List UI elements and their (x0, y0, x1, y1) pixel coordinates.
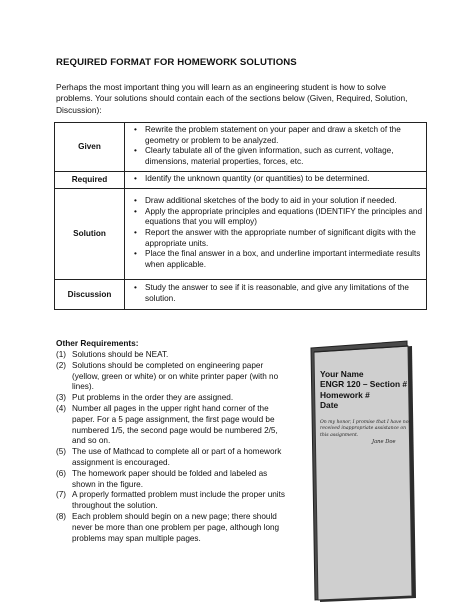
section-row-discussion (55, 279, 427, 309)
requirement-number: (2) (56, 360, 67, 370)
section-bullet: • Identify the unknown quantity (or quantities) to be determined. (145, 174, 422, 185)
requirement-number: (6) (56, 468, 67, 478)
section-bullet: • Place the final answer in a box, and underline important intermediate results when applicable. (145, 249, 422, 270)
section-row-given (55, 123, 427, 172)
cover-line-homework: Homework # (320, 389, 370, 400)
requirement-text: Number all pages in the upper right hand corner of the paper. For a 5 page assignment, the first page would be numbered 1/5, the second page would be numbered 2/5, and so on. (72, 403, 278, 446)
page-title: REQUIRED FORMAT FOR HOMEWORK SOLUTIONS (56, 57, 297, 68)
section-bullet: • Report the answer with the appropriate number of significant digits with the appropriate units. (145, 228, 422, 249)
intro-paragraph: Perhaps the most important thing you will learn as an engineering student is how to solve problems. Your solutions should contain each of the sections below (Given, Required, Solution, Discussion): (56, 82, 408, 115)
section-bullet-list (131, 125, 422, 168)
section-label: Discussion (55, 279, 125, 309)
section-label: Required (55, 171, 125, 188)
requirement-item (56, 490, 292, 512)
requirement-text: Solutions should be completed on engineering paper (yellow, green or white) or on white printer paper (with no lines). (72, 360, 279, 392)
section-content (125, 171, 427, 188)
honor-statement: On my honor, I promise that I have not received inappropriate assistance on this assignment. (320, 420, 411, 438)
section-bullet-list (131, 196, 422, 271)
requirement-number: (5) (56, 447, 67, 457)
other-requirements-title: Other Requirements: (56, 338, 139, 348)
requirement-text: Put problems in the order they are assigned. (72, 393, 234, 403)
requirement-item (56, 447, 292, 469)
requirement-number: (4) (56, 403, 67, 413)
other-requirements-list (56, 350, 292, 544)
section-row-required (55, 171, 427, 188)
requirement-item (56, 361, 292, 393)
section-bullet: • Apply the appropriate principles and equations (IDENTIFY the principles and equations that you will employ) (145, 207, 422, 228)
section-bullet: • Study the answer to see if it is reasonable, and give any limitations of the solution. (145, 283, 422, 304)
requirement-text: Solutions should be NEAT. (72, 350, 169, 359)
section-bullet: • Rewrite the problem statement on your paper and draw a sketch of the geometry or problem to be analyzed. (145, 125, 422, 146)
cover-label (320, 369, 415, 410)
requirement-text: Each problem should begin on a new page; there should never be more than one problem per page, although long problems may span multiple pages. (72, 511, 280, 543)
section-row-solution (55, 188, 427, 279)
section-bullet-list (131, 283, 422, 304)
folded-homework-figure (308, 340, 420, 602)
section-content (125, 188, 427, 279)
requirement-number: (7) (56, 490, 67, 500)
section-bullet: • Draw additional sketches of the body to aid in your solution if needed. (145, 196, 422, 207)
requirement-item (56, 350, 292, 361)
signature: Jane Doe (372, 439, 396, 445)
section-bullet-list (131, 174, 422, 185)
section-label: Solution (55, 188, 125, 279)
section-label: Given (55, 123, 125, 172)
requirement-text: The use of Mathcad to complete all or part of a homework assignment is encouraged. (72, 447, 282, 467)
section-bullet: • Clearly tabulate all of the given information, such as current, voltage, dimensions, material properties, forces, etc. (145, 146, 422, 167)
requirement-item (56, 469, 292, 491)
section-content (125, 123, 427, 172)
cover-line-date: Date (320, 399, 339, 410)
requirement-item (56, 393, 292, 404)
requirement-item (56, 512, 292, 544)
solution-sections-table (54, 122, 427, 310)
requirement-text: The homework paper should be folded and labeled as shown in the figure. (72, 468, 268, 489)
requirement-item (56, 404, 292, 447)
requirement-number: (8) (56, 511, 67, 521)
requirement-number: (1) (56, 350, 67, 359)
requirement-text: A properly formatted problem must include the proper units throughout the solution. (72, 490, 285, 511)
cover-line-name: Your Name (320, 369, 364, 379)
requirement-number: (3) (56, 393, 67, 403)
section-content (125, 279, 427, 309)
cover-line-course: ENGR 120 – Section # (320, 379, 408, 390)
